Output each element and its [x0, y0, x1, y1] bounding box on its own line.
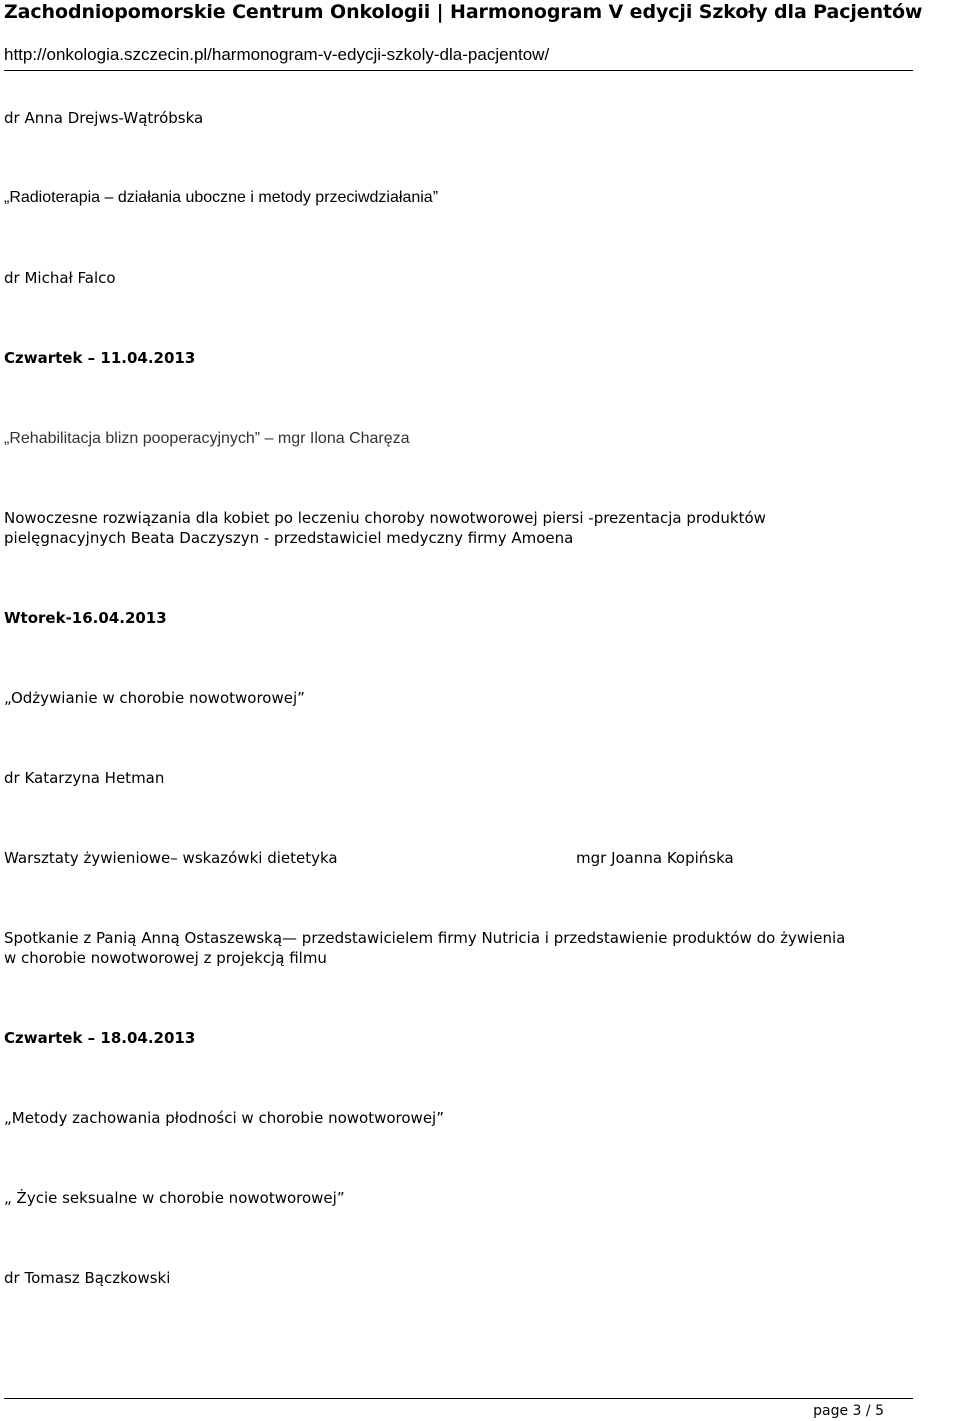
lecturer-katarzyna-hetman: dr Katarzyna Hetman: [4, 769, 165, 787]
lecturer-michal-falco: dr Michał Falco: [4, 269, 116, 287]
footer-divider: [4, 1398, 913, 1399]
workshop-lecturer: mgr Joanna Kopińska: [576, 849, 734, 867]
lecturer-anna-drejws: dr Anna Drejws-Wątróbska: [4, 109, 204, 127]
topic-modern-solutions-line-1: Nowoczesne rozwiązania dla kobiet po leczeniu choroby nowotworowej piersi -prezentacja produktów: [4, 509, 766, 527]
page-number: page 3 / 5: [813, 1403, 884, 1419]
page-header-title: Zachodniopomorskie Centrum Onkologii | Harmonogram V edycji Szkoły dla Pacjentów: [4, 1, 923, 23]
date-heading-thursday-11-04: Czwartek – 11.04.2013: [4, 349, 196, 367]
meeting-nutricia-line-1: Spotkanie z Panią Anną Ostaszewską— przedstawicielem firmy Nutricia i przedstawienie produktów do żywienia: [4, 929, 846, 947]
meeting-nutricia-line-2: w chorobie nowotworowej z projekcją filmu: [4, 949, 327, 967]
topic-fertility-preservation: „Metody zachowania płodności w chorobie nowotworowej”: [4, 1109, 444, 1127]
topic-nutrition: „Odżywianie w chorobie nowotworowej”: [4, 689, 305, 707]
date-heading-tuesday-16-04: Wtorek-16.04.2013: [4, 609, 167, 627]
topic-sexual-life: „ Życie seksualne w chorobie nowotworowej”: [4, 1189, 345, 1207]
page-header-url: http://onkologia.szczecin.pl/harmonogram-v-edycji-szkoly-dla-pacjentow/: [4, 45, 550, 64]
lecturer-tomasz-baczkowski: dr Tomasz Bączkowski: [4, 1269, 171, 1287]
topic-modern-solutions-line-2: pielęgnacyjnych Beata Daczyszyn - przedstawiciel medyczny firmy Amoena: [4, 529, 574, 547]
workshop-nutrition-label: Warsztaty żywieniowe– wskazówki dietetyka: [4, 849, 338, 867]
topic-scar-rehabilitation: „Rehabilitacja blizn pooperacyjnych” – mgr Ilona Charęza: [4, 430, 410, 447]
date-heading-thursday-18-04: Czwartek – 18.04.2013: [4, 1029, 196, 1047]
topic-radiotherapy: „Radioterapia – działania uboczne i metody przeciwdziałania”: [4, 189, 439, 206]
header-divider: [4, 70, 913, 71]
